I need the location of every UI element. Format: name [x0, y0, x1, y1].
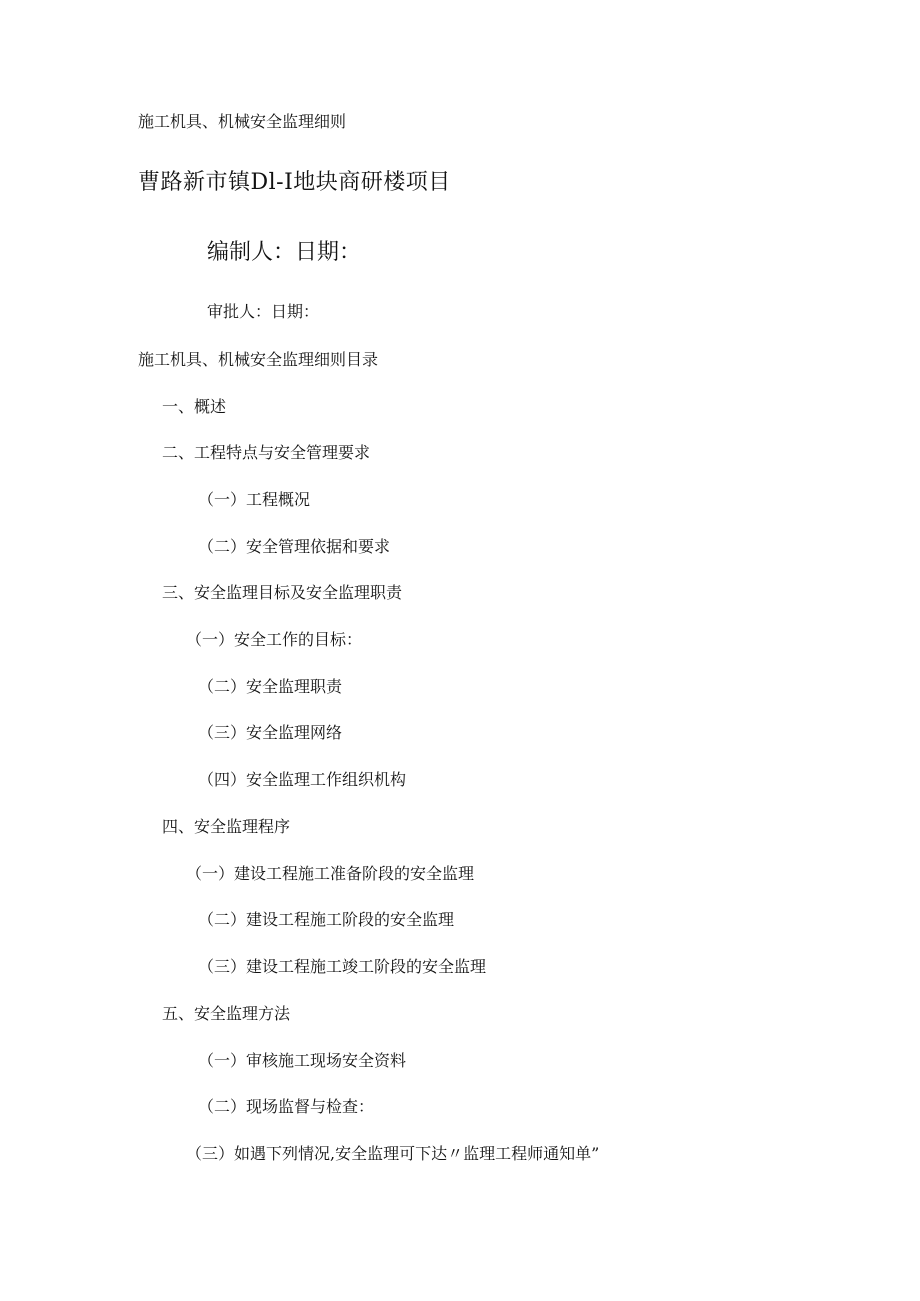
toc-subsection-3-4: （四）安全监理工作组织机构: [198, 770, 407, 789]
approver-line: 审批人：日期：: [207, 302, 320, 321]
toc-section-1: 一、概述: [162, 397, 227, 416]
toc-subsection-4-2: （二）建设工程施工阶段的安全监理: [198, 910, 455, 929]
toc-subsection-2-1: （一）工程概况: [198, 490, 311, 509]
toc-subsection-4-3: （三）建设工程施工竣工阶段的安全监理: [198, 957, 487, 976]
toc-subsection-5-2: （二）现场监督与检查：: [198, 1097, 375, 1116]
document-header-title: 施工机具、机械安全监理细则: [138, 112, 347, 131]
toc-subsection-4-1: （一）建设工程施工准备阶段的安全监理: [186, 864, 475, 883]
toc-subsection-3-3: （三）安全监理网络: [198, 723, 343, 742]
toc-section-5: 五、安全监理方法: [162, 1004, 291, 1023]
toc-subsection-3-1: （一）安全工作的目标：: [186, 630, 363, 649]
toc-subsection-2-2: （二）安全管理依据和要求: [198, 537, 391, 556]
toc-subsection-5-3: （三）如遇下列情况,安全监理可下达〃监理工程师通知单”: [186, 1144, 600, 1163]
compiler-line: 编制人：日期：: [207, 240, 362, 265]
toc-title: 施工机具、机械安全监理细则目录: [138, 350, 379, 369]
toc-section-4: 四、安全监理程序: [162, 817, 291, 836]
toc-section-3: 三、安全监理目标及安全监理职责: [162, 583, 403, 602]
toc-subsection-3-2: （二）安全监理职责: [198, 677, 343, 696]
project-name: 曹路新市镇Dl-I地块商研楼项目: [138, 170, 451, 195]
toc-subsection-5-1: （一）审核施工现场安全资料: [198, 1051, 407, 1070]
toc-section-2: 二、工程特点与安全管理要求: [162, 443, 371, 462]
